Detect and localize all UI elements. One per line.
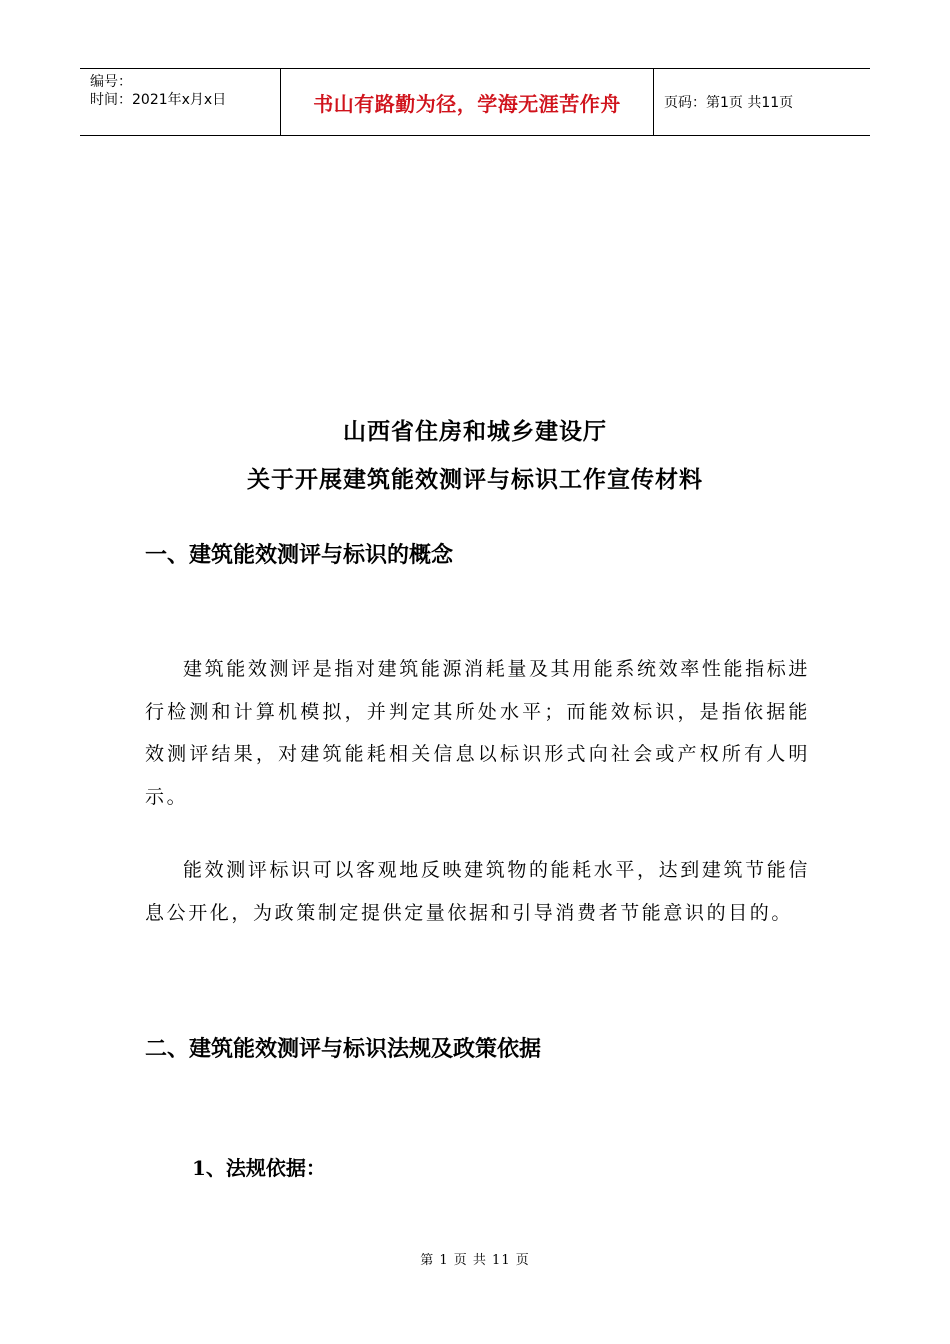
page-footer: 第 1 页 共 11 页 <box>420 1253 530 1268</box>
page-header <box>80 68 870 136</box>
header-motto: 书山有路勤为径，学海无涯苦作舟 <box>281 69 654 135</box>
header-meta-cell <box>80 69 281 135</box>
header-page-info: 页码：第1页 共11页 <box>664 95 794 111</box>
header-number-label: 编号： <box>90 74 132 90</box>
section-1-paragraph-2: 能效测评标识可以客观地反映建筑物的能耗水平，达到建筑节能信息公开化，为政策制定提供定量依据和引导消费者节能意识的目的。 <box>145 859 810 924</box>
doc-title-line1: 山西省住房和城乡建设厅 <box>343 418 607 445</box>
header-time-label: 时间：2021年x月x日 <box>90 92 227 108</box>
subsection-heading-1: 1、法规依据： <box>192 1156 326 1180</box>
doc-title-line2: 关于开展建筑能效测评与标识工作宣传材料 <box>247 466 703 493</box>
section-heading-2: 二、建筑能效测评与标识法规及政策依据 <box>145 1037 542 1062</box>
section-1-paragraph-1: 建筑能效测评是指对建筑能源消耗量及其用能系统效率性能指标进行检测和计算机模拟，并判定其所处水平；而能效标识，是指依据能效测评结果，对建筑能耗相关信息以标识形式向社会或产权所有人明示。 <box>145 658 810 809</box>
section-heading-1: 一、建筑能效测评与标识的概念 <box>145 543 454 568</box>
